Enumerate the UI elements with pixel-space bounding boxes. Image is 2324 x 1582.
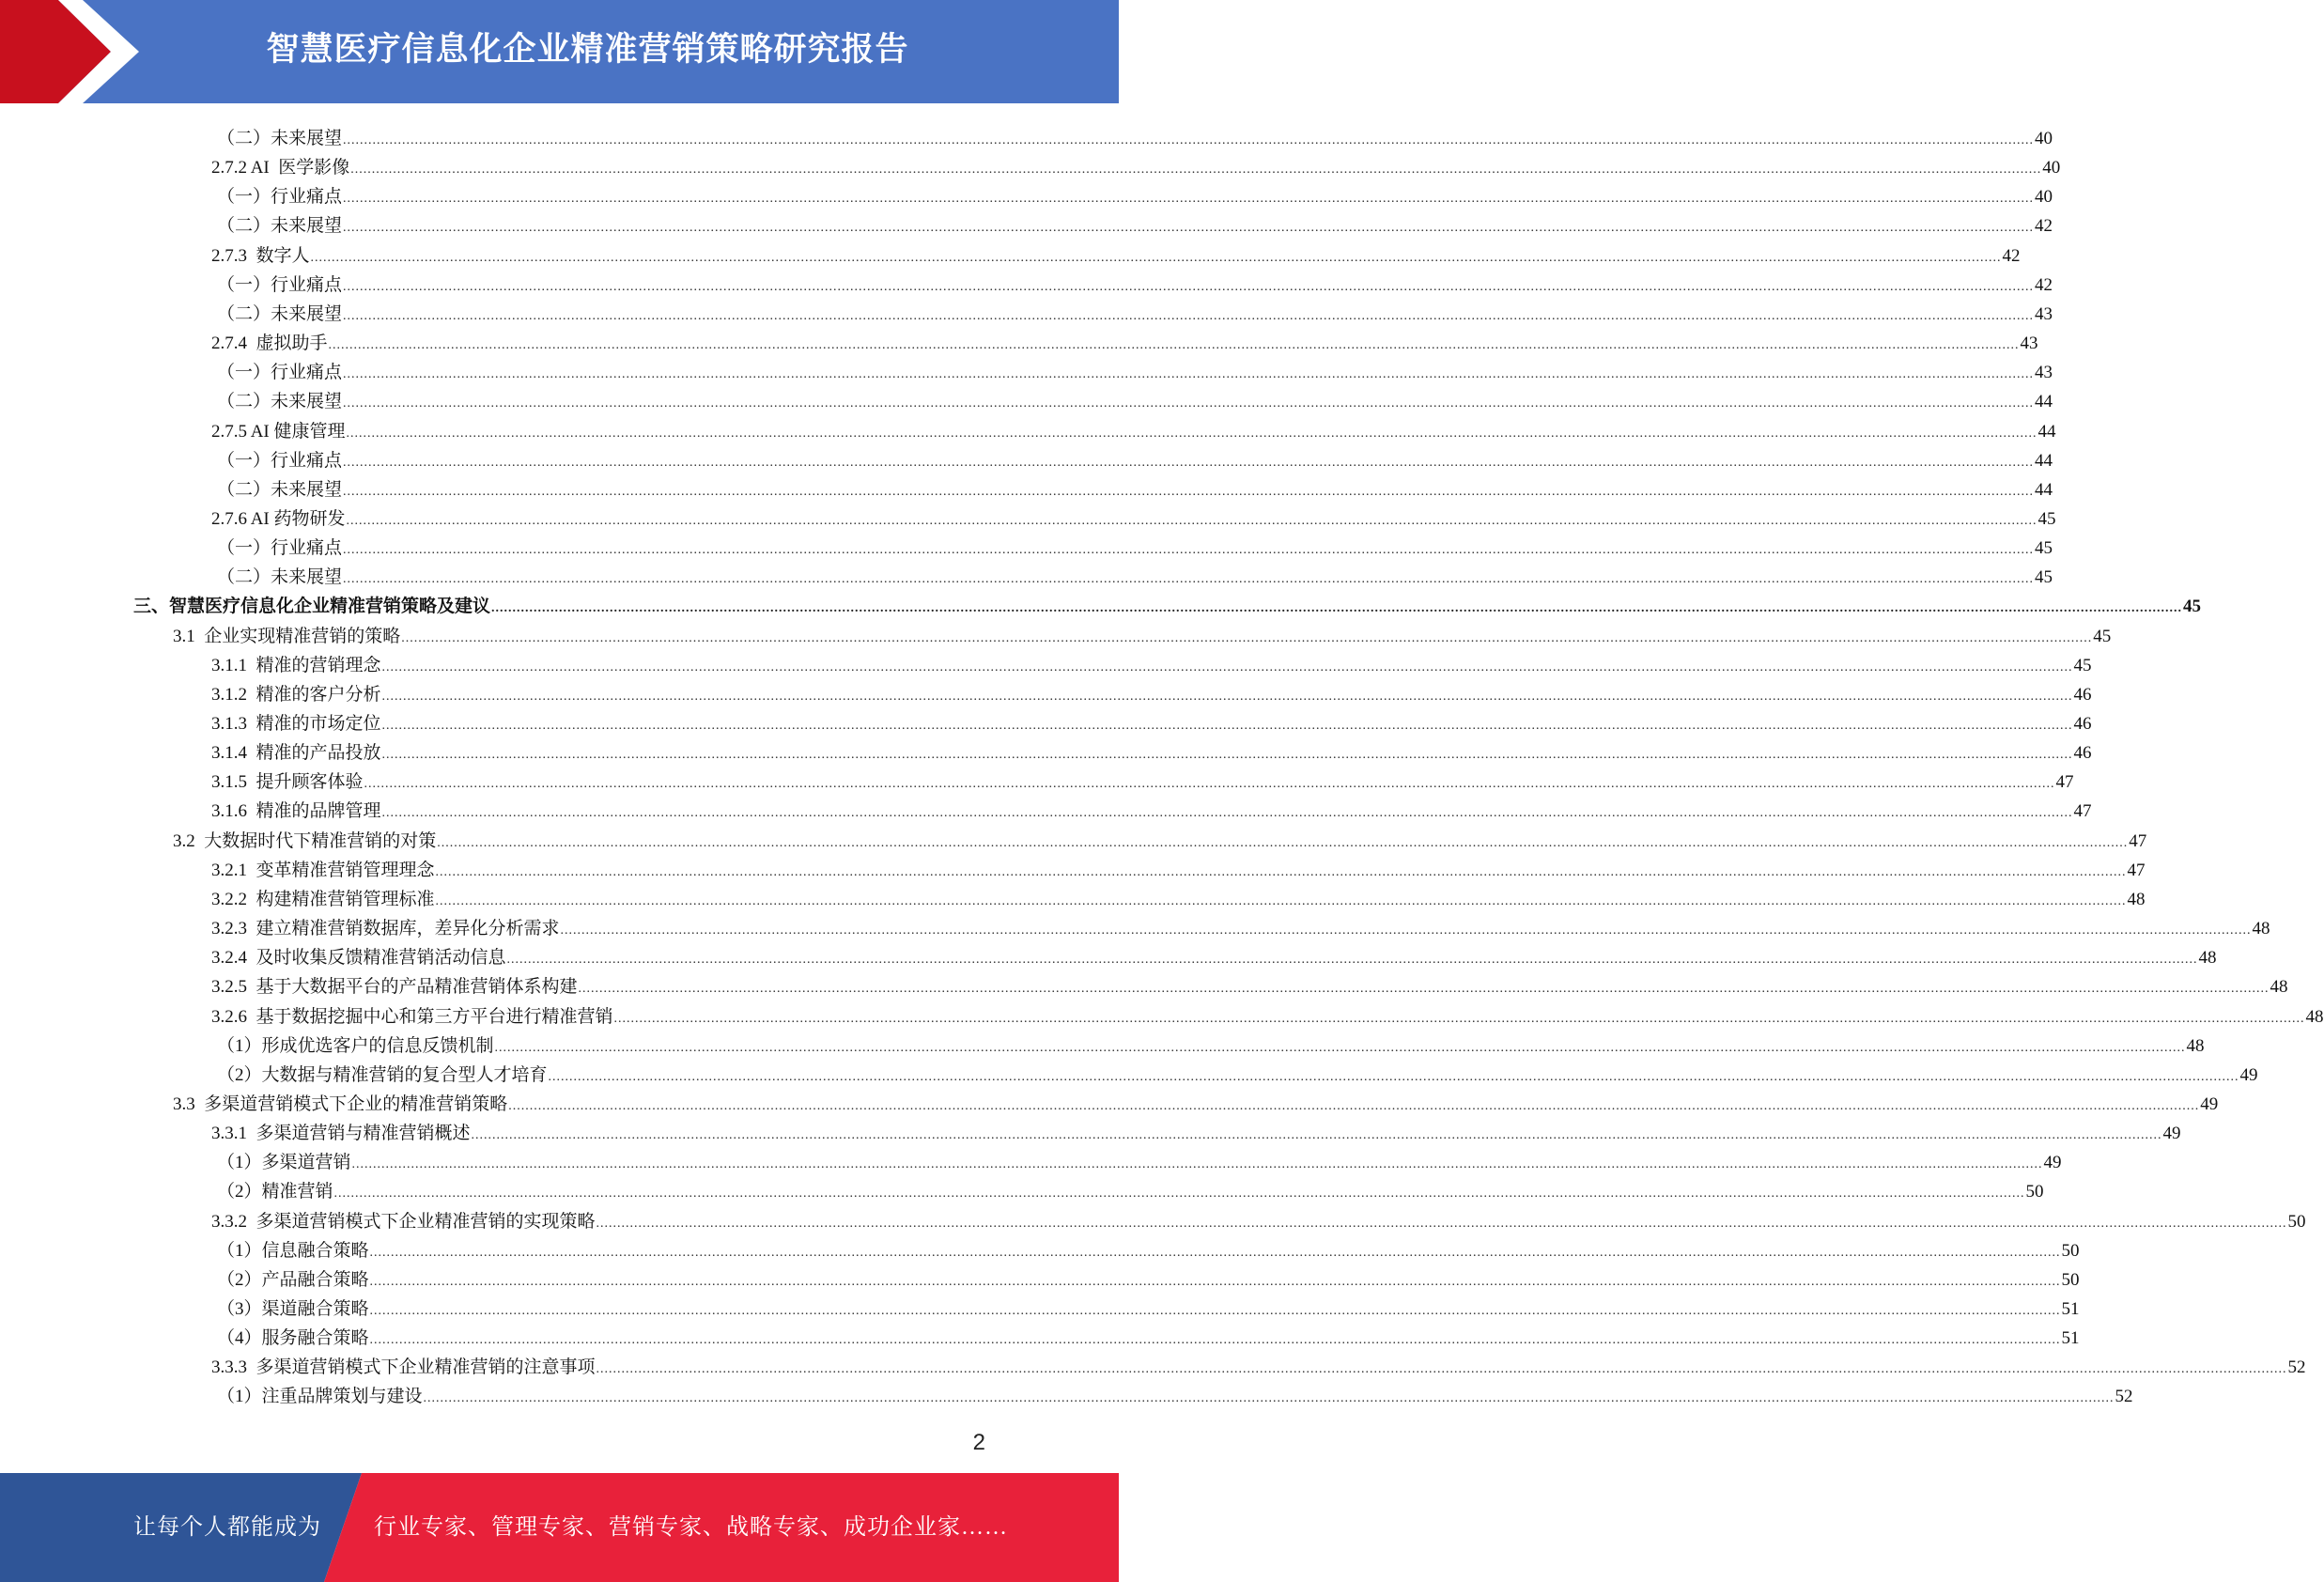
toc-entry-label: （2）产品融合策略 — [217, 1270, 369, 1290]
toc-leader-dots: ................................................................................................................................................................................................................................................................................................................................................................................................................ — [364, 777, 2055, 791]
toc-leader-dots: ................................................................................................................................................................................................................................................................................................................................................................................................................ — [351, 1157, 2043, 1171]
toc-leader-dots: ................................................................................................................................................................................................................................................................................................................................................................................................................ — [381, 748, 2073, 762]
toc-leader-dots: ................................................................................................................................................................................................................................................................................................................................................................................................................ — [560, 923, 2252, 938]
toc-entry-page: 46 — [2073, 743, 2092, 763]
toc-entry[interactable] — [217, 559, 2053, 588]
toc-entry[interactable] — [173, 618, 2112, 647]
toc-leader-dots: ................................................................................................................................................................................................................................................................................................................................................................................................................ — [343, 456, 2035, 470]
toc-leader-dots: ................................................................................................................................................................................................................................................................................................................................................................................................................ — [596, 1217, 2287, 1231]
toc-leader-dots: ................................................................................................................................................................................................................................................................................................................................................................................................................ — [343, 367, 2035, 381]
toc-entry-page: 49 — [2200, 1094, 2219, 1114]
toc-leader-dots: ................................................................................................................................................................................................................................................................................................................................................................................................................ — [494, 1041, 2186, 1055]
toc-entry[interactable] — [217, 383, 2053, 412]
toc-entry[interactable] — [211, 881, 2146, 910]
toc-leader-dots: ................................................................................................................................................................................................................................................................................................................................................................................................................ — [343, 192, 2035, 206]
toc-entry-page: 46 — [2073, 685, 2092, 705]
toc-entry-label: （4）服务融合策略 — [217, 1328, 369, 1348]
toc-entry[interactable] — [211, 647, 2092, 676]
toc-entry-page: 44 — [2035, 451, 2053, 471]
toc-entry[interactable] — [217, 1144, 2062, 1173]
toc-entry-page: 50 — [2025, 1182, 2044, 1202]
toc-leader-dots: ................................................................................................................................................................................................................................................................................................................................................................................................................ — [381, 806, 2073, 820]
toc-entry-label: （3）渠道融合策略 — [217, 1299, 369, 1319]
toc-entry-page: 48 — [2252, 919, 2270, 938]
toc-entry[interactable] — [217, 1291, 2080, 1320]
toc-entry-page: 45 — [2037, 509, 2056, 529]
toc-entry-page: 43 — [2035, 363, 2053, 382]
toc-entry[interactable] — [217, 1233, 2080, 1262]
toc-entry-page: 51 — [2061, 1328, 2080, 1348]
toc-entry-label: 2.7.5 AI 健康管理 — [211, 422, 346, 442]
toc-entry[interactable] — [211, 149, 2061, 178]
toc-entry-label: （1）多渠道营销 — [217, 1153, 351, 1172]
toc-entry[interactable] — [211, 999, 2324, 1028]
toc-entry-label: 3.1.4 精准的产品投放 — [211, 743, 381, 763]
toc-entry-label: 3.2.3 建立精准营销数据库，差异化分析需求 — [211, 919, 560, 938]
toc-entry-label: 3.2 大数据时代下精准营销的对策 — [173, 831, 437, 851]
toc-entry-label: 3.1 企业实现精准营销的策略 — [173, 627, 401, 646]
toc-leader-dots: ................................................................................................................................................................................................................................................................................................................................................................................................................ — [343, 280, 2035, 294]
toc-entry-page: 48 — [2198, 948, 2217, 968]
toc-entry-page: 44 — [2035, 392, 2053, 411]
toc-entry-page: 42 — [2002, 246, 2021, 266]
toc-leader-dots: ................................................................................................................................................................................................................................................................................................................................................................................................................ — [343, 133, 2035, 147]
toc-leader-dots: ................................................................................................................................................................................................................................................................................................................................................................................................................ — [333, 1186, 2025, 1201]
toc-entry-page: 40 — [2035, 187, 2053, 207]
toc-entry-page: 52 — [2287, 1357, 2306, 1377]
page-footer — [0, 1473, 1119, 1582]
toc-entry[interactable] — [211, 939, 2217, 969]
toc-leader-dots: ................................................................................................................................................................................................................................................................................................................................................................................................................ — [310, 251, 2002, 265]
toc-entry-label: （1）形成优选客户的信息反馈机制 — [217, 1036, 494, 1056]
toc-entry[interactable] — [217, 472, 2053, 501]
toc-entry-label: 3.1.3 精准的市场定位 — [211, 714, 381, 734]
toc-entry[interactable] — [211, 910, 2270, 939]
toc-entry-page: 49 — [2239, 1065, 2258, 1085]
toc-entry-label: （1）注重品牌策划与建设 — [217, 1387, 423, 1406]
toc-entry-label: （一）行业痛点 — [217, 451, 343, 471]
toc-entry-page: 43 — [2035, 304, 2053, 324]
toc-entry-label: 3.1.6 精准的品牌管理 — [211, 801, 381, 821]
toc-leader-dots: ................................................................................................................................................................................................................................................................................................................................................................................................................ — [381, 660, 2073, 675]
toc-entry-label: 3.2.1 变革精准营销管理理念 — [211, 861, 435, 880]
toc-entry-page: 51 — [2061, 1299, 2080, 1319]
toc-entry[interactable] — [211, 325, 2038, 354]
toc-leader-dots: ................................................................................................................................................................................................................................................................................................................................................................................................................ — [346, 514, 2037, 528]
toc-entry[interactable] — [173, 823, 2147, 852]
toc-entry[interactable] — [211, 969, 2288, 998]
toc-entry[interactable] — [217, 1262, 2080, 1291]
toc-entry-label: 3.1.5 提升顾客体验 — [211, 772, 364, 792]
toc-entry-label: 3.3.3 多渠道营销模式下企业精准营销的注意事项 — [211, 1357, 596, 1377]
toc-entry[interactable] — [217, 267, 2053, 296]
toc-entry-label: 2.7.3 数字人 — [211, 246, 310, 266]
toc-leader-dots: ................................................................................................................................................................................................................................................................................................................................................................................................................ — [401, 631, 2093, 645]
toc-entry-label: （二）未来展望 — [217, 304, 343, 324]
toc-entry-label: 3.2.2 构建精准营销管理标准 — [211, 890, 435, 909]
toc-entry-page: 45 — [2183, 597, 2202, 616]
toc-entry-page: 47 — [2127, 861, 2146, 880]
toc-entry-page: 47 — [2073, 801, 2092, 821]
toc-entry[interactable] — [217, 296, 2053, 325]
toc-entry-page: 45 — [2073, 656, 2092, 675]
toc-entry-label: 3.2.5 基于大数据平台的产品精准营销体系构建 — [211, 977, 578, 997]
toc-entry-label: （一）行业痛点 — [217, 538, 343, 558]
toc-entry[interactable] — [217, 1057, 2258, 1086]
toc-leader-dots: ................................................................................................................................................................................................................................................................................................................................................................................................................ — [328, 338, 2020, 352]
toc-leader-dots: ................................................................................................................................................................................................................................................................................................................................................................................................................ — [350, 163, 2042, 177]
toc-leader-dots: ................................................................................................................................................................................................................................................................................................................................................................................................................ — [613, 1012, 2305, 1026]
toc-entry[interactable] — [211, 793, 2092, 822]
toc-entry[interactable] — [217, 208, 2053, 237]
toc-entry-label: （1）信息融合策略 — [217, 1241, 369, 1261]
toc-entry[interactable] — [211, 1203, 2306, 1233]
toc-leader-dots: ................................................................................................................................................................................................................................................................................................................................................................................................................ — [369, 1304, 2061, 1318]
toc-entry-page: 45 — [2035, 538, 2053, 558]
toc-entry-page: 48 — [2305, 1007, 2324, 1027]
toc-entry-label: （二）未来展望 — [217, 480, 343, 500]
toc-leader-dots: ................................................................................................................................................................................................................................................................................................................................................................................................................ — [369, 1246, 2061, 1260]
toc-entry-page: 48 — [2186, 1036, 2205, 1056]
footer-slogan-right: 行业专家、管理专家、营销专家、战略专家、成功企业家…… — [374, 1515, 1008, 1540]
toc-entry-label: （2）大数据与精准营销的复合型人才培育 — [217, 1065, 548, 1085]
toc-entry-label: 3.3 多渠道营销模式下企业的精准营销策略 — [173, 1094, 508, 1114]
toc-entry-page: 44 — [2037, 422, 2056, 442]
toc-leader-dots: ................................................................................................................................................................................................................................................................................................................................................................................................................ — [343, 221, 2035, 235]
toc-leader-dots: ................................................................................................................................................................................................................................................................................................................................................................................................................ — [346, 427, 2037, 441]
toc-entry[interactable] — [217, 442, 2053, 472]
toc-leader-dots: ................................................................................................................................................................................................................................................................................................................................................................................................................ — [437, 836, 2129, 850]
toc-leader-dots: ................................................................................................................................................................................................................................................................................................................................................................................................................ — [471, 1128, 2162, 1142]
toc-leader-dots: ................................................................................................................................................................................................................................................................................................................................................................................................................ — [435, 865, 2127, 879]
toc-entry-label: 2.7.2 AI 医学影像 — [211, 158, 350, 178]
toc-entry-page: 50 — [2287, 1212, 2306, 1232]
toc-entry[interactable] — [217, 1173, 2044, 1202]
toc-entry[interactable] — [211, 852, 2146, 881]
toc-leader-dots: ................................................................................................................................................................................................................................................................................................................................................................................................................ — [596, 1362, 2287, 1376]
toc-entry-label: 3.3.1 多渠道营销与精准营销概述 — [211, 1124, 471, 1143]
toc-entry-page: 45 — [2093, 627, 2112, 646]
toc-entry-label: 3.2.6 基于数据挖掘中心和第三方平台进行精准营销 — [211, 1007, 613, 1027]
toc-entry[interactable] — [211, 764, 2074, 793]
toc-entry-page: 40 — [2035, 129, 2053, 148]
toc-leader-dots: ................................................................................................................................................................................................................................................................................................................................................................................................................ — [343, 572, 2035, 586]
toc-entry-page: 50 — [2061, 1270, 2080, 1290]
toc-entry-page: 40 — [2042, 158, 2061, 178]
toc-leader-dots: ................................................................................................................................................................................................................................................................................................................................................................................................................ — [343, 543, 2035, 557]
toc-entry-label: 2.7.4 虚拟助手 — [211, 333, 328, 353]
toc-entry[interactable] — [211, 1349, 2306, 1378]
toc-leader-dots: ................................................................................................................................................................................................................................................................................................................................................................................................................ — [369, 1333, 2061, 1347]
toc-leader-dots: ................................................................................................................................................................................................................................................................................................................................................................................................................ — [578, 982, 2270, 996]
toc-entry[interactable] — [211, 238, 2021, 267]
toc-entry-label: 3.1.1 精准的营销理念 — [211, 656, 381, 675]
header-title: 智慧医疗信息化企业精准营销策略研究报告 — [266, 31, 909, 69]
toc-entry[interactable] — [217, 120, 2053, 149]
toc-entry-page: 48 — [2270, 977, 2288, 997]
toc-entry-page: 48 — [2127, 890, 2146, 909]
toc-entry-label: 3.1.2 精准的客户分析 — [211, 685, 381, 705]
page-number: 2 — [972, 1430, 985, 1455]
toc-entry-label: （二）未来展望 — [217, 129, 343, 148]
toc-entry-page: 49 — [2162, 1124, 2181, 1143]
toc-entry-page: 45 — [2035, 567, 2053, 587]
toc-entry[interactable] — [217, 530, 2053, 559]
toc-entry-label: （2）精准营销 — [217, 1182, 333, 1202]
toc-entry[interactable] — [217, 1320, 2080, 1349]
toc-leader-dots: ................................................................................................................................................................................................................................................................................................................................................................................................................ — [343, 396, 2035, 411]
toc-entry-page: 46 — [2073, 714, 2092, 734]
toc-leader-dots: ................................................................................................................................................................................................................................................................................................................................................................................................................ — [435, 894, 2127, 908]
toc-entry-page: 42 — [2035, 216, 2053, 236]
toc-entry-label: （二）未来展望 — [217, 567, 343, 587]
toc-entry-label: （二）未来展望 — [217, 216, 343, 236]
toc-leader-dots: ................................................................................................................................................................................................................................................................................................................................................................................................................ — [369, 1275, 2061, 1289]
toc-entry-page: 44 — [2035, 480, 2053, 500]
toc-entry-page: 47 — [2129, 831, 2147, 851]
toc-leader-dots: ................................................................................................................................................................................................................................................................................................................................................................................................................ — [508, 1099, 2200, 1113]
toc-entry[interactable] — [211, 735, 2092, 764]
toc-entry[interactable] — [211, 706, 2092, 735]
toc-leader-dots: ................................................................................................................................................................................................................................................................................................................................................................................................................ — [548, 1070, 2239, 1084]
toc-entry-label: （一）行业痛点 — [217, 275, 343, 295]
toc-leader-dots: ................................................................................................................................................................................................................................................................................................................................................................................................................ — [491, 601, 2183, 615]
toc-entry[interactable] — [211, 1115, 2181, 1144]
toc-entry[interactable] — [173, 1086, 2219, 1115]
toc-leader-dots: ................................................................................................................................................................................................................................................................................................................................................................................................................ — [506, 953, 2198, 967]
toc-entry-label: 三、智慧医疗信息化企业精准营销策略及建议 — [133, 597, 491, 616]
page-header — [0, 0, 1119, 103]
toc-entry[interactable] — [133, 588, 2202, 617]
toc-entry[interactable] — [211, 676, 2092, 706]
toc-entry-page: 49 — [2043, 1153, 2062, 1172]
toc-entry[interactable] — [217, 354, 2053, 383]
toc-entry[interactable] — [211, 413, 2056, 442]
toc-entry[interactable] — [217, 1028, 2205, 1057]
toc-entry-page: 42 — [2035, 275, 2053, 295]
toc-leader-dots: ................................................................................................................................................................................................................................................................................................................................................................................................................ — [423, 1391, 2115, 1405]
toc-entry[interactable] — [217, 178, 2053, 208]
toc-entry-label: （一）行业痛点 — [217, 363, 343, 382]
toc-leader-dots: ................................................................................................................................................................................................................................................................................................................................................................................................................ — [343, 309, 2035, 323]
toc-leader-dots: ................................................................................................................................................................................................................................................................................................................................................................................................................ — [381, 719, 2073, 733]
toc-entry-label: 3.2.4 及时收集反馈精准营销活动信息 — [211, 948, 506, 968]
footer-slogan-left: 让每个人都能成为 — [133, 1515, 321, 1540]
toc-entry-page: 52 — [2115, 1387, 2133, 1406]
toc-entry-page: 50 — [2061, 1241, 2080, 1261]
toc-entry[interactable] — [211, 501, 2056, 530]
toc-entry-label: （二）未来展望 — [217, 392, 343, 411]
toc-entry-label: 2.7.6 AI 药物研发 — [211, 509, 346, 529]
toc-entry-label: （一）行业痛点 — [217, 187, 343, 207]
toc-entry-page: 43 — [2020, 333, 2038, 353]
toc-entry-label: 3.3.2 多渠道营销模式下企业精准营销的实现策略 — [211, 1212, 596, 1232]
toc-entry[interactable] — [217, 1378, 2133, 1407]
toc-leader-dots: ................................................................................................................................................................................................................................................................................................................................................................................................................ — [381, 690, 2073, 704]
toc-entry-page: 47 — [2055, 772, 2074, 792]
toc-leader-dots: ................................................................................................................................................................................................................................................................................................................................................................................................................ — [343, 485, 2035, 499]
